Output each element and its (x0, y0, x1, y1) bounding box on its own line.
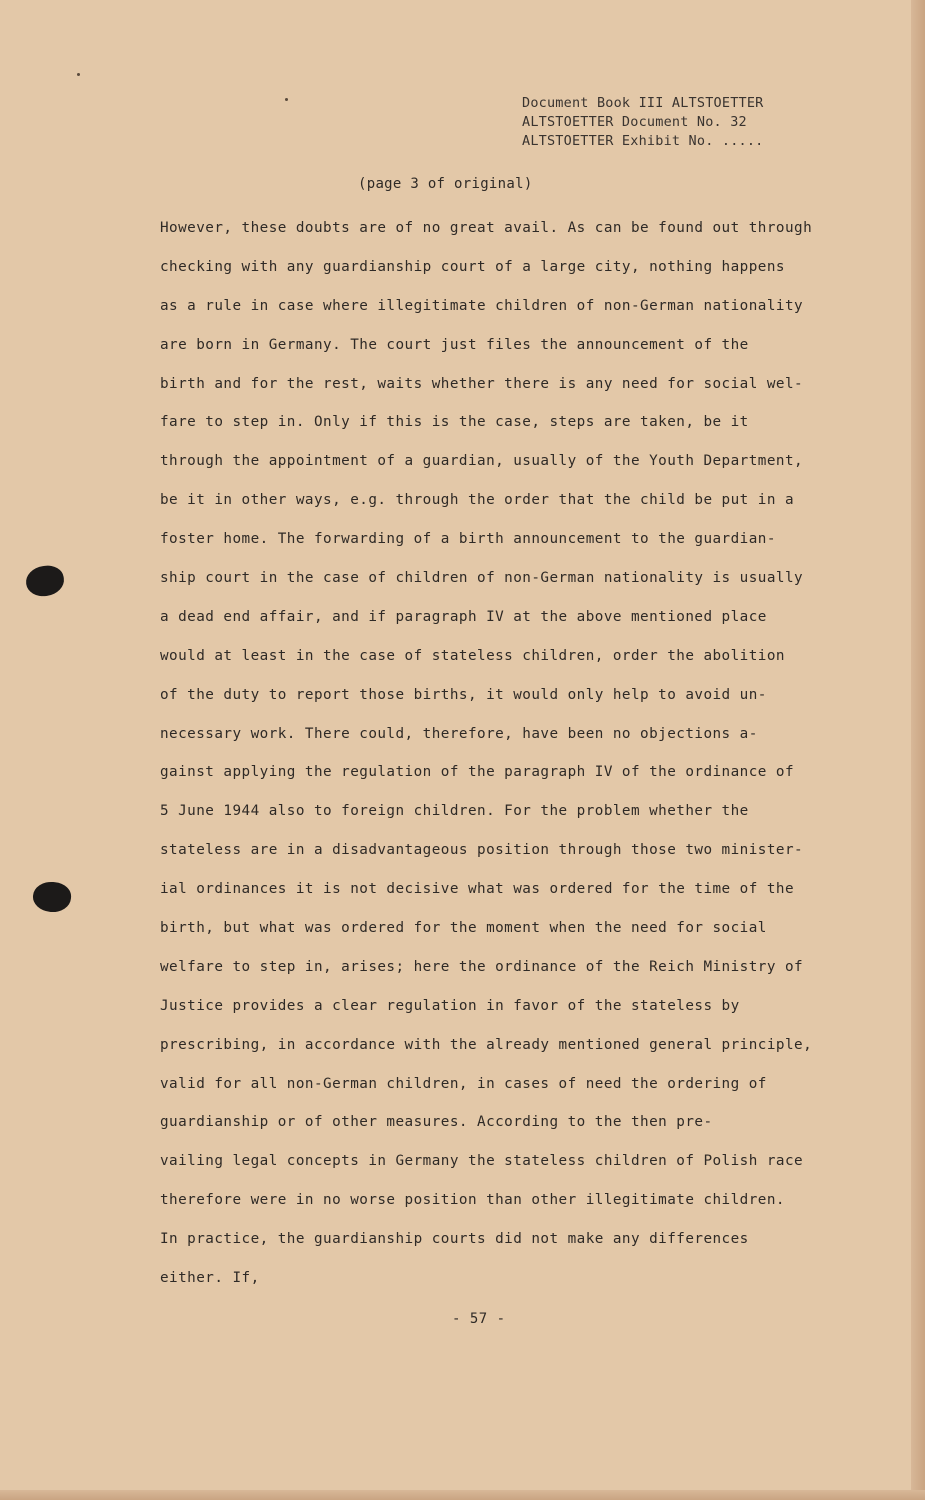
body-line: 5 June 1944 also to foreign children. For the problem whether the (160, 803, 749, 820)
body-line: stateless are in a disadvantageous position through those two minister- (160, 842, 804, 859)
paper-speck (285, 98, 288, 101)
punch-hole-top (24, 564, 66, 599)
body-line: are born in Germany. The court just files the announcement of the (160, 336, 749, 353)
body-text (160, 209, 880, 1298)
body-line: a dead end affair, and if paragraph IV at the above mentioned place (160, 608, 767, 625)
body-line: guardianship or of other measures. According to the then pre- (160, 1114, 713, 1131)
body-line: ship court in the case of children of non-German nationality is usually (160, 570, 804, 587)
body-line: would at least in the case of stateless children, order the abolition (160, 647, 785, 664)
body-line: therefore were in no worse position than other illegitimate children. (160, 1192, 785, 1209)
body-line: checking with any guardianship court of a large city, nothing happens (160, 258, 785, 275)
body-line: gainst applying the regulation of the paragraph IV of the ordinance of (160, 764, 795, 781)
body-line: ial ordinances it is not decisive what was ordered for the time of the (160, 881, 795, 898)
body-line: through the appointment of a guardian, usually of the Youth Department, (160, 453, 804, 470)
body-line: birth and for the rest, waits whether there is any need for social wel- (160, 375, 804, 392)
body-line: either. If, (160, 1270, 260, 1287)
body-line: valid for all non-German children, in cases of need the ordering of (160, 1075, 767, 1092)
page-number: - 57 - (452, 1311, 506, 1327)
body-line: foster home. The forwarding of a birth announcement to the guardian- (160, 531, 776, 548)
body-line: birth, but what was ordered for the moment when the need for social (160, 920, 767, 937)
original-page-marker: (page 3 of original) (358, 176, 533, 192)
body-line: Justice provides a clear regulation in favor of the stateless by (160, 997, 740, 1014)
paper-edge-right (911, 0, 925, 1500)
punch-hole-bottom (32, 880, 72, 913)
body-line: In practice, the guardianship courts did not make any differences (160, 1231, 749, 1248)
body-line: vailing legal concepts in Germany the stateless children of Polish race (160, 1153, 804, 1170)
body-line: fare to step in. Only if this is the case, steps are taken, be it (160, 414, 749, 431)
header-exhibit-number: ALTSTOETTER Exhibit No. ..... (522, 133, 764, 149)
body-line: necessary work. There could, therefore, have been no objections a- (160, 725, 758, 742)
body-line: as a rule in case where illegitimate children of non-German nationality (160, 297, 804, 314)
document-header (522, 94, 764, 151)
header-document-book: Document Book III ALTSTOETTER (522, 95, 764, 111)
header-document-number: ALTSTOETTER Document No. 32 (522, 114, 747, 130)
body-line: prescribing, in accordance with the already mentioned general principle, (160, 1036, 813, 1053)
body-line: be it in other ways, e.g. through the order that the child be put in a (160, 492, 795, 509)
body-line: welfare to step in, arises; here the ordinance of the Reich Ministry of (160, 958, 804, 975)
paper-edge-bottom (0, 1490, 925, 1500)
body-line: However, these doubts are of no great avail. As can be found out through (160, 220, 813, 236)
paper-speck (77, 73, 80, 76)
body-line: of the duty to report those births, it would only help to avoid un- (160, 686, 767, 703)
